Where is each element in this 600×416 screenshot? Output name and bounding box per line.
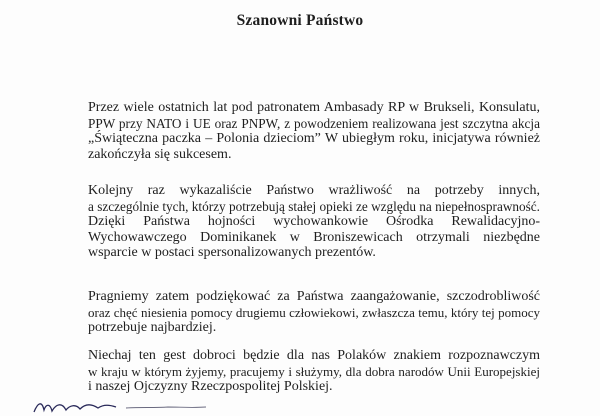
letter-paragraph-1 bbox=[88, 100, 540, 162]
paragraph-line: Kolejny raz wykazaliście Państwo wrażliwość na potrzeby innych, bbox=[88, 183, 540, 198]
letter-paragraph-4 bbox=[88, 348, 540, 395]
paragraph-line: „Świąteczna paczka – Polonia dzieciom” W ubiegłym roku, inicjatywa również bbox=[88, 131, 540, 147]
paragraph-line: Wychowawczego Dominikanek w Broniszewicach otrzymali niezbędne bbox=[88, 229, 540, 245]
paragraph-line: Pragniemy zatem podziękować za Państwa zaangażowanie, szczodrobliwość bbox=[88, 289, 540, 304]
paragraph-line: w kraju w którym żyjemy, pracujemy i służymy, dla dobra narodów Unii Europejskiej bbox=[88, 363, 540, 379]
paragraph-line: PPW przy NATO i UE oraz PNPW, z powodzeniem realizowana jest szczytna akcja bbox=[88, 115, 540, 131]
paragraph-line: zakończyła się sukcesem. bbox=[88, 146, 232, 162]
paragraph-line: Przez wiele ostatnich lat pod patronatem Ambasady RP w Brukseli, Konsulatu, bbox=[88, 100, 540, 115]
paragraph-line: i naszej Ojczyzny Rzeczpospolitej Polskiej. bbox=[88, 379, 333, 395]
handwritten-signature bbox=[30, 398, 280, 416]
paragraph-line: Dzięki Państwa hojności wychowankowie Ośrodka Rewalidacyjno- bbox=[88, 214, 540, 230]
paragraph-line: Niechaj ten gest dobroci będzie dla nas Polaków znakiem rozpoznawczym bbox=[88, 348, 540, 363]
letter-greeting: Szanowni Państwo bbox=[236, 12, 364, 29]
paragraph-line: a szczególnie tych, którzy potrzebują stałej opieki ze względu na niepełnosprawność. bbox=[88, 198, 540, 214]
paragraph-line: wsparcie w postaci spersonalizowanych prezentów. bbox=[88, 245, 376, 261]
letter-paragraph-3 bbox=[88, 289, 540, 336]
paragraph-line: oraz chęć niesienia pomocy drugiemu człowiekowi, zwłaszcza temu, który tej pomocy bbox=[88, 304, 540, 320]
letter-paragraph-2 bbox=[88, 183, 540, 261]
paragraph-line: potrzebuje najbardziej. bbox=[88, 320, 217, 336]
